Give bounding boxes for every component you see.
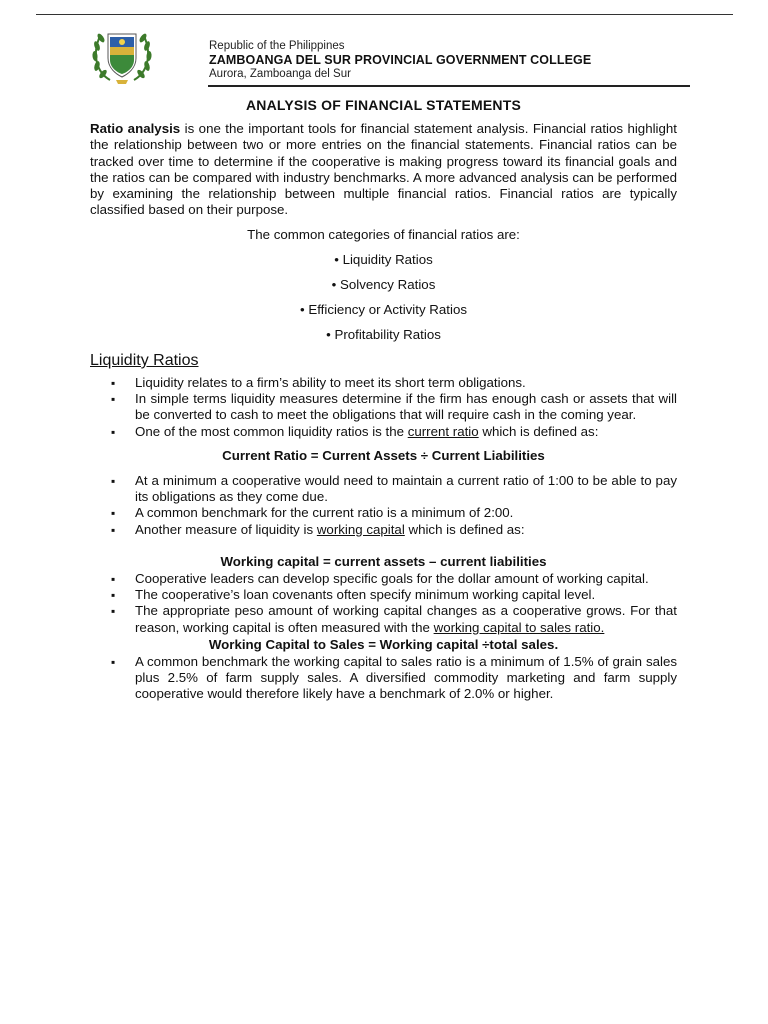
intro-bold-term: Ratio analysis <box>90 121 181 137</box>
country-line: Republic of the Philippines <box>209 40 345 52</box>
liquidity-bullets-d <box>90 654 677 703</box>
intro-paragraph <box>90 121 677 218</box>
list-item: ▪ At a minimum a cooperative would need to maintain a current ratio of 1:00 to be able to pay its obligations as they come due. <box>90 473 677 505</box>
college-name: ZAMBOANGA DEL SUR PROVINCIAL GOVERNMENT COLLEGE <box>209 53 592 67</box>
working-capital-term: working capital <box>316 521 405 537</box>
bullet-text: which is defined as: <box>404 521 525 537</box>
bullet-text: Another measure of liquidity is <box>135 521 317 537</box>
list-item: • Efficiency or Activity Ratios <box>300 301 467 317</box>
list-item: ▪ Liquidity relates to a firm’s ability to meet its short term obligations. <box>90 375 677 391</box>
working-capital-formula: Working capital = current assets – current liabilities <box>220 553 547 569</box>
list-item: ▪ The cooperative’s loan covenants often specify minimum working capital level. <box>90 587 677 603</box>
list-item: ▪ A common benchmark for the current ratio is a minimum of 2:00. <box>90 505 677 521</box>
categories-list <box>90 252 677 343</box>
working-capital-to-sales-term: working capital to sales ratio. <box>433 619 605 635</box>
list-item: ▪ In simple terms liquidity measures determine if the firm has enough cash or assets that will be converted to cash to meet the obligations that will require cash in the coming year. <box>90 391 677 423</box>
list-item: ▪ A common benchmark the working capital to sales ratio is a minimum of 1.5% of grain sales plus 2.5% of farm supply sales. A diversified commodity marketing and farm supply cooperative would therefore likely have a benchmark of 2.0% or higher. <box>90 654 677 703</box>
section-heading-liquidity: Liquidity Ratios <box>90 351 199 369</box>
list-item <box>90 522 677 538</box>
list-item: ▪ Cooperative leaders can develop specific goals for the dollar amount of working capital. <box>90 571 677 587</box>
current-ratio-formula: Current Ratio = Current Assets ÷ Current Liabilities <box>222 447 545 463</box>
header-divider <box>208 85 690 87</box>
list-item <box>90 424 677 440</box>
list-item: • Solvency Ratios <box>331 276 436 292</box>
list-item: • Liquidity Ratios <box>334 251 433 267</box>
list-item: • Profitability Ratios <box>326 326 441 342</box>
bullet-text: which is defined as: <box>478 423 599 439</box>
list-item <box>90 603 677 635</box>
college-seal-icon <box>90 24 154 86</box>
categories-lead: The common categories of financial ratios are: <box>247 227 520 243</box>
page-title: ANALYSIS OF FINANCIAL STATEMENTS <box>245 97 521 113</box>
liquidity-bullets-a <box>90 375 677 440</box>
top-divider <box>36 14 733 15</box>
intro-text: is one the important tools for financial statement analysis. Financial ratios highlight the relationship between two or more entries on the financial statements. Financial ratios can be tracked over time to determine if the cooperative is making progress toward its financial goals and the ratios can be compared with industry benchmarks. A more advanced analysis can be performed by examining the relationship between multiple financial ratios. Financial ratios are typically classified based on their purpose. <box>90 121 677 218</box>
header-text <box>209 39 689 81</box>
document-body <box>90 94 677 703</box>
document-header <box>90 24 690 88</box>
bullet-text: The appropriate peso amount of working capital changes as a cooperative grows. For that reason, working capital is often measured with the <box>135 603 677 635</box>
working-capital-to-sales-formula: Working Capital to Sales = Working capital ÷total sales. <box>208 636 559 652</box>
current-ratio-term: current ratio <box>407 423 479 439</box>
liquidity-bullets-b <box>90 473 677 538</box>
bullet-text: One of the most common liquidity ratios is the <box>135 423 408 439</box>
liquidity-bullets-c <box>90 571 677 636</box>
college-address: Aurora, Zamboanga del Sur <box>209 68 351 80</box>
